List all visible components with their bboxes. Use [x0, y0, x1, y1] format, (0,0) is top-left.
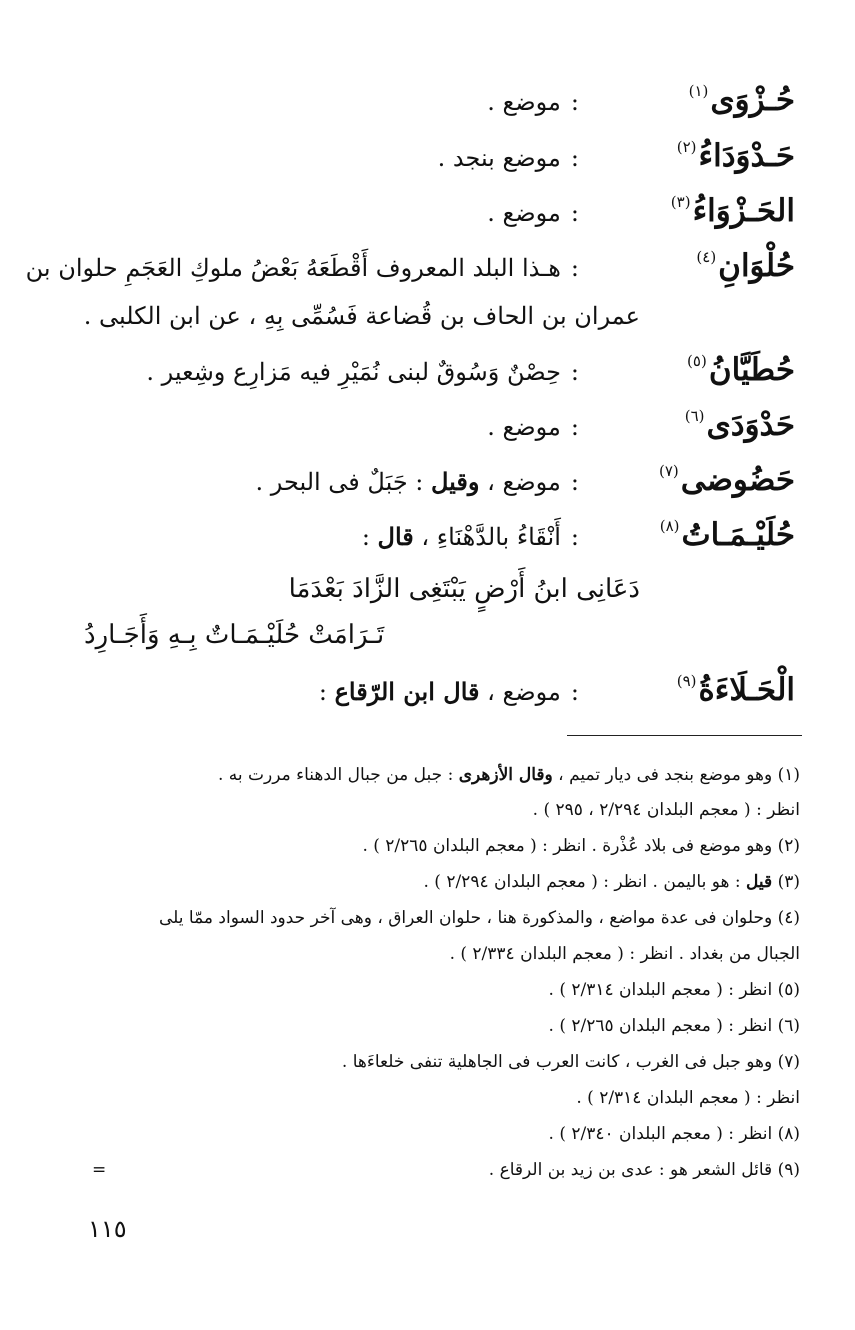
headword: حُلْوَانِ$^{(٤)}$	[696, 248, 795, 284]
colon: :	[570, 199, 579, 227]
definition: موضع ، قال ابن الرّقاع :	[318, 677, 561, 706]
footnote-7-cont: انظر : ( معجم البلدان ٢/٣١٤ ) .	[576, 1088, 800, 1108]
headword: حُلَيْـمَـاتُ$^{(٨)}$	[659, 517, 795, 553]
footnote-3: (٣) قيل : هو باليمن . انظر : ( معجم البلدان ٢/٢٩٤ ) .	[423, 872, 800, 892]
footnote-ref: (٩)	[676, 672, 697, 690]
footnote-ref: (٧)	[658, 462, 679, 480]
definition: هـذا البلد المعروف أَقْطَعَهُ بَعْضُ ملوكِ العَجَمِ حلوان بن	[25, 254, 561, 282]
footnote-ref: (٥)	[687, 352, 707, 370]
entry-hulwan	[25, 248, 795, 284]
entry-alhalaa	[80, 672, 795, 708]
colon: :	[570, 144, 579, 172]
entry-hulaymat	[80, 517, 795, 553]
entry-hadwada	[80, 407, 795, 443]
footnote-9: (٩) قائل الشعر هو : عدى بن زيد بن الرقاع .	[488, 1160, 800, 1180]
page-number: ١١٥	[88, 1215, 127, 1243]
definition: حِصْنٌ وَسُوقٌ لبنى نُمَيْرِ فيه مَزارِع وشِعير .	[146, 358, 561, 386]
footnote-6: (٦) انظر : ( معجم البلدان ٢/٢٦٥ ) .	[548, 1016, 800, 1036]
entry-hadwadaa	[80, 138, 795, 174]
footnote-8: (٨) انظر : ( معجم البلدان ٢/٣٤٠ ) .	[548, 1124, 800, 1144]
verse-line-1: دَعَانِى ابنُ أَرْضٍ يَبْتَغِى الزَّادَ بَعْدَمَا	[288, 574, 640, 604]
footnote-1-cont: انظر : ( معجم البلدان ٢/٢٩٤ ، ٢٩٥ ) .	[532, 800, 800, 820]
footnote-ref: (١)	[688, 82, 709, 100]
footnote-4-cont: الجبال من بغداد . انظر : ( معجم البلدان ٢/٣٣٤ ) .	[449, 944, 800, 964]
footnote-1: (١) وهو موضع بنجد فى ديار تميم ، وقال الأزهرى : جبل من جبال الدهناء مررت به .	[217, 765, 800, 785]
colon: :	[570, 468, 579, 496]
entry-huzwa	[80, 82, 795, 118]
footnote-5: (٥) انظر : ( معجم البلدان ٢/٣١٤ ) .	[548, 980, 800, 1000]
footnote-ref: (٢)	[676, 138, 697, 156]
headword: حَضُوضى$^{(٧)}$	[658, 462, 795, 498]
footnote-separator	[567, 735, 802, 736]
colon: :	[570, 678, 579, 706]
footnote-7: (٧) وهو جبل فى الغرب ، كانت العرب فى الجاهلية تنفى خلعاءَها .	[341, 1052, 800, 1072]
colon: :	[570, 254, 579, 282]
definition: موضع .	[487, 199, 561, 227]
definition: موضع بنجد .	[437, 144, 561, 172]
definition: موضع .	[487, 413, 561, 441]
continuation-mark: =	[92, 1160, 107, 1180]
definition: موضع ، وقيل : جَبَلٌ فى البحر .	[255, 467, 561, 496]
colon: :	[570, 358, 579, 386]
headword: حُطَيَّانُ$^{(٥)}$	[687, 352, 795, 388]
definition: موضع .	[487, 88, 561, 116]
colon: :	[570, 413, 579, 441]
headword: الْحَـلَاءَةُ$^{(٩)}$	[676, 672, 795, 708]
footnote-2: (٢) وهو موضع فى بلاد عُذْرة . انظر : ( معجم البلدان ٢/٢٦٥ ) .	[362, 836, 800, 856]
headword: حَـدْوَدَاءُ$^{(٢)}$	[676, 138, 795, 174]
footnote-ref: (٣)	[670, 193, 691, 211]
colon: :	[570, 523, 579, 551]
footnote-4: (٤) وحلوان فى عدة مواضع ، والمذكورة هنا ، حلوان العراق ، وهى آخر حدود السواد ممّا يلى	[158, 908, 800, 928]
footnote-ref: (٨)	[659, 517, 680, 535]
verse-line-2: تَـرَامَتْ حُلَيْـمَـاتٌ بِـهِ وَأَجَـارِدُ	[84, 620, 385, 650]
footnote-ref: (٤)	[696, 248, 717, 266]
entry-hadoda	[80, 462, 795, 498]
entry-alhazwaa	[80, 193, 795, 229]
definition: أَنْقَاءُ بالدَّهْنَاءِ ، قال :	[361, 522, 561, 551]
headword: الحَـزْوَاءُ$^{(٣)}$	[670, 193, 795, 229]
colon: :	[570, 88, 579, 116]
entry-hutayyan	[80, 352, 795, 388]
footnote-ref: (٦)	[684, 407, 705, 425]
headword: حَدْوَدَى$^{(٦)}$	[684, 407, 795, 443]
headword: حُـزْوَى$^{(١)}$	[688, 82, 795, 118]
definition-continuation: عمران بن الحاف بن قُضاعة فَسُمِّى بِهِ ، عن ابن الكلبى .	[83, 302, 640, 330]
